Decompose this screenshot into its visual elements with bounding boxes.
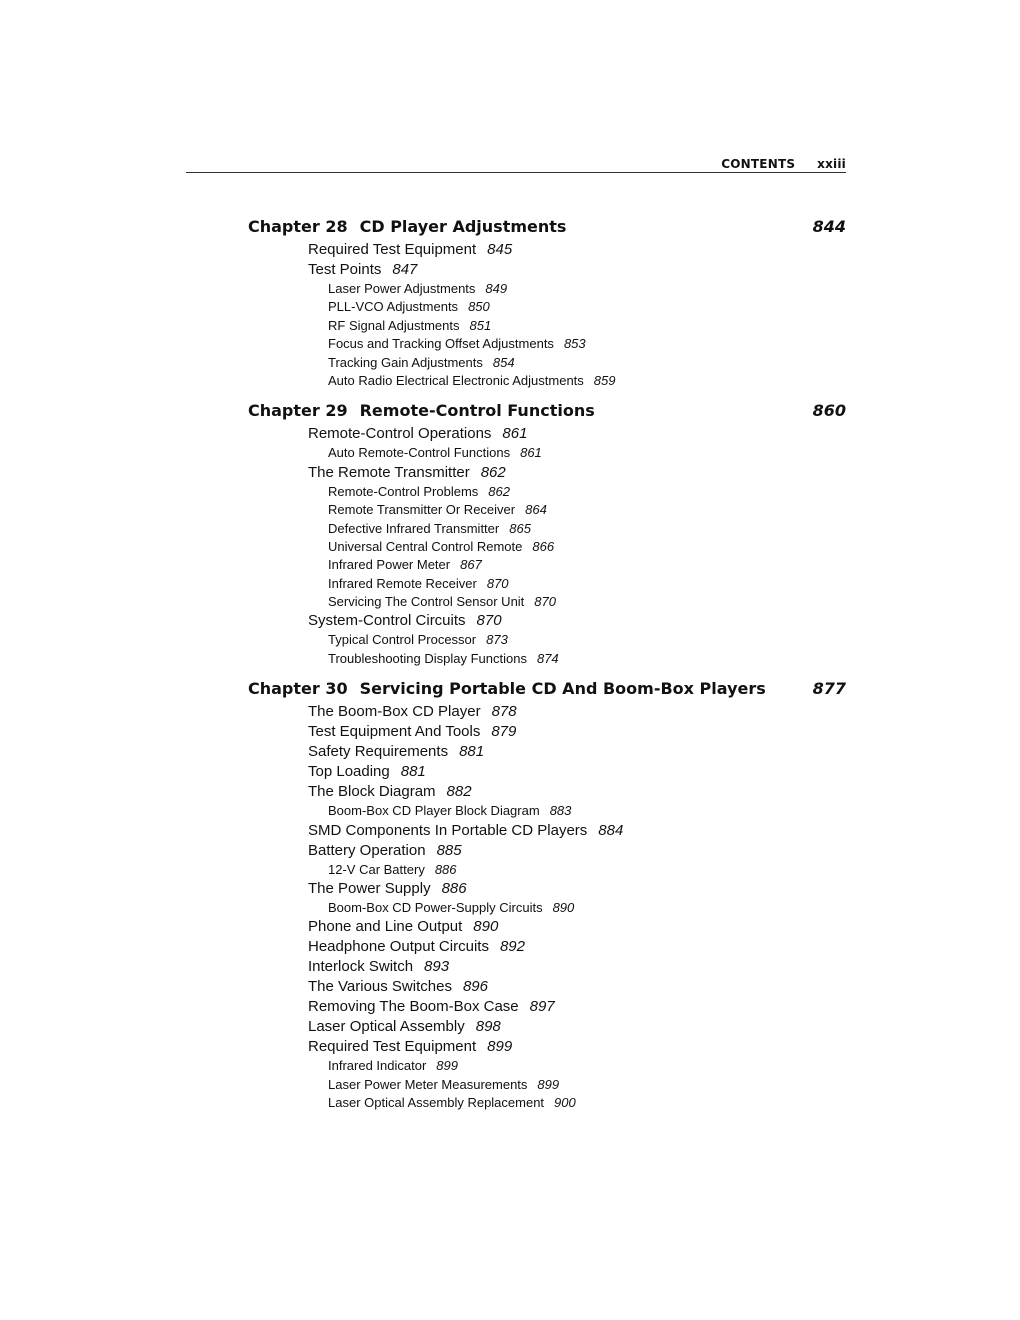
- entry-title: Boom-Box CD Power-Supply Circuits: [328, 900, 543, 916]
- entry-page-number: 845: [487, 241, 513, 258]
- toc-subsection-entry[interactable]: [248, 444, 846, 462]
- entry-page-number: 850: [468, 299, 490, 315]
- entry-page-number: 862: [488, 483, 510, 499]
- entry-page-number: 849: [485, 281, 508, 296]
- chapter-heading[interactable]: [248, 679, 846, 702]
- toc-subsection-entry[interactable]: [248, 520, 846, 538]
- entry-page-number: 886: [441, 880, 467, 898]
- chapter-number: Chapter 28: [248, 217, 348, 236]
- toc-section-entry[interactable]: [248, 260, 846, 280]
- toc-subsection-entry[interactable]: [248, 1094, 846, 1112]
- toc-subsection-entry[interactable]: [248, 335, 846, 353]
- toc-subsection-entry[interactable]: [248, 1057, 846, 1075]
- entry-title: Laser Optical Assembly: [308, 1018, 465, 1036]
- chapter-number: Chapter 29: [248, 401, 348, 421]
- entry-title: Universal Central Control Remote: [328, 538, 523, 554]
- toc-subsection-entry[interactable]: [248, 593, 846, 611]
- toc-subsection-entry[interactable]: [248, 861, 846, 879]
- entry-title: Infrared Indicator: [328, 1058, 427, 1074]
- entry-page-number: 883: [549, 803, 572, 819]
- entry-title: Battery Operation: [308, 841, 426, 859]
- entry-title: Infrared Power Meter: [328, 557, 451, 573]
- entry-title: Infrared Remote Receiver: [328, 575, 477, 591]
- entry-page-number: 862: [480, 463, 506, 481]
- toc-section-entry[interactable]: [248, 1017, 846, 1037]
- entry-page-number: 867: [460, 557, 482, 573]
- toc-subsection-entry[interactable]: [248, 317, 846, 335]
- toc-subsection-entry[interactable]: [248, 280, 846, 298]
- entry-page-number: 861: [520, 445, 542, 461]
- chapter-block: [248, 401, 846, 668]
- entry-title: Phone and Line Output: [308, 918, 463, 936]
- entry-title: The Various Switches: [308, 978, 452, 996]
- running-head-page-number: xxiii: [817, 157, 846, 171]
- entry-page-number: 870: [476, 612, 502, 630]
- toc-section-entry[interactable]: [248, 782, 846, 802]
- chapter-page-number: 860: [812, 401, 846, 421]
- chapter-title: CD Player Adjustments: [359, 217, 567, 236]
- toc-section-entry[interactable]: [248, 742, 846, 762]
- entry-page-number: 898: [475, 1018, 501, 1036]
- toc-section-entry[interactable]: [248, 841, 846, 861]
- entry-page-number: 885: [436, 841, 462, 859]
- toc-section-entry[interactable]: [248, 722, 846, 742]
- entry-title: Interlock Switch: [308, 958, 414, 976]
- entry-title: The Block Diagram: [308, 783, 436, 801]
- header-rule: [186, 172, 846, 173]
- entry-page-number: 854: [492, 354, 515, 370]
- running-head-section: CONTENTS: [721, 157, 796, 171]
- chapter-block: [248, 679, 846, 1112]
- entry-page-number: 892: [499, 938, 525, 956]
- entry-page-number: 879: [491, 723, 517, 741]
- entry-title: Auto Remote-Control Functions: [328, 445, 511, 461]
- toc-section-entry[interactable]: [248, 997, 846, 1017]
- entry-title: Required Test Equipment: [308, 1038, 477, 1056]
- entry-page-number: 878: [491, 703, 517, 721]
- toc-section-entry[interactable]: [248, 957, 846, 977]
- entry-page-number: 853: [563, 336, 586, 352]
- toc-section-entry[interactable]: [248, 611, 846, 631]
- entry-title: The Power Supply: [308, 880, 431, 898]
- toc-section-entry[interactable]: [248, 879, 846, 899]
- entry-page-number: 899: [436, 1058, 458, 1074]
- chapter-block: [248, 217, 846, 390]
- entry-title: Remote Transmitter Or Receiver: [328, 502, 516, 518]
- entry-title: System-Control Circuits: [308, 612, 466, 630]
- entry-page-number: 874: [536, 650, 559, 666]
- entry-page-number: 861: [502, 425, 528, 443]
- entry-title: Safety Requirements: [308, 743, 449, 761]
- toc-subsection-entry[interactable]: [248, 501, 846, 519]
- toc-section-entry[interactable]: [248, 1037, 846, 1057]
- entry-title: Servicing The Control Sensor Unit: [328, 594, 525, 610]
- entry-title: SMD Components In Portable CD Players: [308, 821, 588, 839]
- toc-subsection-entry[interactable]: [248, 372, 846, 390]
- toc-subsection-entry[interactable]: [248, 1076, 846, 1094]
- toc-subsection-entry[interactable]: [248, 575, 846, 593]
- entry-page-number: 890: [473, 918, 499, 936]
- chapter-number: Chapter 30: [248, 679, 348, 699]
- entry-page-number: 899: [487, 1038, 513, 1056]
- entry-title: Required Test Equipment: [308, 241, 477, 258]
- entry-title: Tracking Gain Adjustments: [328, 354, 483, 370]
- toc-subsection-entry[interactable]: [248, 298, 846, 316]
- entry-title: RF Signal Adjustments: [328, 317, 460, 333]
- entry-page-number: 890: [552, 900, 575, 916]
- entry-title: The Remote Transmitter: [308, 463, 470, 481]
- entry-title: Defective Infrared Transmitter: [328, 520, 500, 536]
- entry-page-number: 881: [459, 743, 485, 761]
- entry-page-number: 847: [392, 261, 418, 278]
- entry-page-number: 900: [554, 1095, 576, 1111]
- entry-title: Laser Power Meter Measurements: [328, 1076, 528, 1092]
- toc-section-entry[interactable]: [248, 821, 846, 841]
- toc-section-entry[interactable]: [248, 240, 846, 260]
- toc-section-entry[interactable]: [248, 463, 846, 483]
- entry-title: Focus and Tracking Offset Adjustments: [328, 336, 554, 352]
- entry-title: Headphone Output Circuits: [308, 938, 489, 956]
- entry-page-number: 866: [532, 538, 555, 554]
- toc-subsection-entry[interactable]: [248, 354, 846, 372]
- chapter-page-number: 877: [812, 679, 846, 699]
- entry-page-number: 864: [525, 502, 547, 518]
- entry-title: PLL-VCO Adjustments: [328, 299, 459, 315]
- toc-subsection-entry[interactable]: [248, 538, 846, 556]
- entry-title: Boom-Box CD Player Block Diagram: [328, 803, 540, 819]
- entry-page-number: 859: [593, 372, 616, 388]
- toc-section-entry[interactable]: [248, 937, 846, 957]
- entry-title: Auto Radio Electrical Electronic Adjustments: [328, 372, 584, 388]
- toc-section-entry[interactable]: [248, 977, 846, 997]
- chapter-title: Servicing Portable CD And Boom-Box Players: [359, 679, 766, 699]
- running-head: [721, 157, 846, 171]
- chapter-page-number: 844: [812, 217, 846, 236]
- entry-page-number: 881: [400, 763, 426, 781]
- entry-title: Troubleshooting Display Functions: [328, 650, 527, 666]
- entry-title: Typical Control Processor: [328, 632, 477, 648]
- toc-subsection-entry[interactable]: [248, 802, 846, 820]
- entry-page-number: 873: [486, 632, 508, 648]
- toc-section-entry[interactable]: [248, 424, 846, 444]
- entry-title: Test Equipment And Tools: [308, 723, 481, 741]
- entry-page-number: 884: [598, 821, 624, 839]
- entry-page-number: 897: [529, 998, 555, 1016]
- entry-title: Laser Power Adjustments: [328, 281, 476, 296]
- toc-subsection-entry[interactable]: [248, 631, 846, 649]
- chapter-heading[interactable]: [248, 401, 846, 424]
- entry-title: Remote-Control Problems: [328, 483, 479, 499]
- chapter-title: Remote-Control Functions: [359, 401, 595, 421]
- entry-page-number: 870: [534, 594, 556, 610]
- entry-page-number: 899: [537, 1076, 560, 1092]
- toc-subsection-entry[interactable]: [248, 650, 846, 668]
- entry-title: Laser Optical Assembly Replacement: [328, 1095, 545, 1111]
- entry-title: Removing The Boom-Box Case: [308, 998, 519, 1016]
- entry-title: Test Points: [308, 261, 382, 278]
- toc-subsection-entry[interactable]: [248, 556, 846, 574]
- entry-page-number: 882: [446, 783, 472, 801]
- table-of-contents: [248, 217, 846, 1113]
- entry-page-number: 896: [462, 978, 488, 996]
- entry-page-number: 865: [509, 520, 531, 536]
- entry-page-number: 851: [469, 317, 492, 333]
- chapter-heading[interactable]: [248, 217, 846, 240]
- entry-page-number: 886: [434, 861, 457, 877]
- entry-page-number: 870: [486, 575, 509, 591]
- toc-subsection-entry[interactable]: [248, 899, 846, 917]
- toc-subsection-entry[interactable]: [248, 483, 846, 501]
- toc-section-entry[interactable]: [248, 917, 846, 937]
- entry-title: 12-V Car Battery: [328, 861, 425, 877]
- toc-section-entry[interactable]: [248, 702, 846, 722]
- entry-page-number: 893: [424, 958, 450, 976]
- entry-title: Top Loading: [308, 763, 390, 781]
- entry-title: Remote-Control Operations: [308, 425, 492, 443]
- entry-title: The Boom-Box CD Player: [308, 703, 481, 721]
- toc-section-entry[interactable]: [248, 762, 846, 782]
